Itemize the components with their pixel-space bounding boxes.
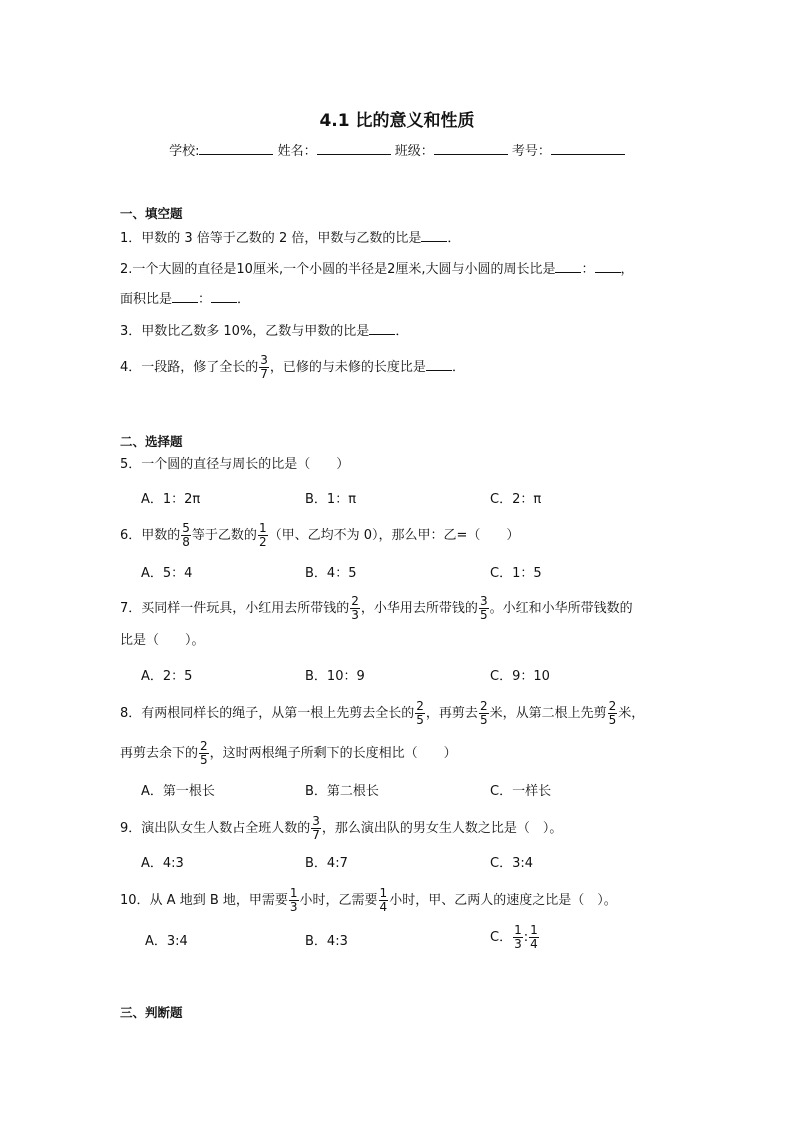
q10-option-c-label: C． xyxy=(490,930,513,945)
q4-fraction-num: 3 xyxy=(260,353,268,367)
q2-blank-3[interactable] xyxy=(172,290,198,303)
question-9 xyxy=(120,815,562,842)
q10-text-3: 小时，甲、乙两人的速度之比是（ ）。 xyxy=(389,893,617,908)
q7-option-a[interactable]: A．2：5 xyxy=(141,669,193,684)
q6-option-a[interactable]: A．5：4 xyxy=(141,566,193,581)
name-blank[interactable] xyxy=(317,140,391,155)
q10-c-f1-num: 1 xyxy=(514,923,522,937)
q2-blank-4[interactable] xyxy=(211,290,237,303)
question-2-line1 xyxy=(120,260,634,280)
q6-f1-num: 5 xyxy=(182,521,190,535)
q7-fraction-2 xyxy=(479,595,489,622)
q8-fraction-1 xyxy=(415,700,425,727)
q6-fraction-1 xyxy=(181,522,191,549)
question-7-line2: 比是（ ）。 xyxy=(120,633,205,648)
question-3 xyxy=(120,322,408,342)
q9-fraction-num: 3 xyxy=(312,814,320,828)
q7-text-2: ，小华用去所带钱的 xyxy=(360,601,478,616)
question-8-line2 xyxy=(120,740,457,767)
exam-no-label: 考号： xyxy=(511,144,551,159)
q5-option-a[interactable]: A．1：2π xyxy=(141,492,201,507)
q8-f2-den: 5 xyxy=(479,713,488,727)
q6-option-c[interactable]: C．1：5 xyxy=(490,566,542,581)
section-fill-blank: 一、填空题 xyxy=(120,206,183,221)
q10-f1-num: 1 xyxy=(289,886,298,900)
q2-text: 2.一个大圆的直径是10厘米,一个小圆的半径是2厘米,大圆与小圆的周长比是 xyxy=(120,262,556,277)
q10-fraction-1 xyxy=(289,887,299,914)
q2-colon-1: ： xyxy=(581,262,595,277)
q4-fraction-den: 7 xyxy=(260,367,268,381)
q5-option-b[interactable]: B．1：π xyxy=(305,492,357,507)
q10-fraction-2 xyxy=(379,887,389,914)
q8-f4-num: 2 xyxy=(200,739,208,753)
q8-text-4: 米， xyxy=(618,706,645,721)
question-10 xyxy=(120,887,617,914)
q8-f1-den: 5 xyxy=(416,713,424,727)
q10-c-fraction-2 xyxy=(529,924,539,951)
q9-fraction xyxy=(311,815,321,842)
class-blank[interactable] xyxy=(434,140,508,155)
question-1 xyxy=(120,229,460,249)
q8-option-c[interactable]: C．一样长 xyxy=(490,784,552,799)
q10-text-2: 小时，乙需要 xyxy=(299,893,378,908)
q10-option-a[interactable]: A．3:4 xyxy=(145,934,188,949)
section-multiple-choice: 二、选择题 xyxy=(120,434,183,449)
q8-f3-num: 2 xyxy=(608,699,617,713)
q4-fraction xyxy=(259,354,269,381)
section-true-false: 三、判断题 xyxy=(120,1005,183,1020)
q10-option-b[interactable]: B．4:3 xyxy=(305,934,348,949)
q10-text: 10．从 A 地到 B 地，甲需要 xyxy=(120,893,288,908)
q8-f2-num: 2 xyxy=(479,699,488,713)
exam-no-blank[interactable] xyxy=(551,140,625,155)
question-5: 5．一个圆的直径与周长的比是（ ） xyxy=(120,457,350,472)
q7-option-c[interactable]: C．9：10 xyxy=(490,669,550,684)
q6-option-b[interactable]: B．4：5 xyxy=(305,566,357,581)
q8-fraction-2 xyxy=(479,700,489,727)
student-info-line xyxy=(0,140,794,159)
question-6 xyxy=(120,522,519,549)
q9-option-b[interactable]: B．4:7 xyxy=(305,856,348,871)
q4-text-2: ，已修的与未修的长度比是 xyxy=(269,360,426,375)
q8-fraction-3 xyxy=(608,700,618,727)
q4-text: 4．一段路，修了全长的 xyxy=(120,360,259,375)
q4-end: ． xyxy=(451,360,465,375)
q6-fraction-2 xyxy=(258,522,268,549)
q10-c-fraction-1 xyxy=(513,924,523,951)
q10-c-f1-den: 3 xyxy=(514,937,522,951)
q1-text: 1．甲数的 3 倍等于乙数的 2 倍，甲数与乙数的比是 xyxy=(120,231,422,246)
q8-text: 8．有两根同样长的绳子，从第一根上先剪去全长的 xyxy=(120,706,415,721)
school-label: 学校: xyxy=(169,144,200,159)
q8-f4-den: 5 xyxy=(200,753,208,767)
q2-blank-1[interactable] xyxy=(555,260,581,273)
q3-text: 3．甲数比乙数多 10%，乙数与甲数的比是 xyxy=(120,324,370,339)
q7-fraction-1 xyxy=(350,595,360,622)
q8-text-3: 米，从第二根上先剪 xyxy=(489,706,607,721)
q2-text-2: 面积比是 xyxy=(120,292,173,307)
q9-text-2: ，那么演出队的男女生人数之比是（ ）。 xyxy=(321,821,563,836)
question-2-line2 xyxy=(120,290,250,310)
q8-option-a[interactable]: A．第一根长 xyxy=(141,784,215,799)
q3-blank[interactable] xyxy=(369,322,395,335)
q6-text: 6．甲数的 xyxy=(120,528,181,543)
q8-text-2: ，再剪去 xyxy=(425,706,478,721)
question-4 xyxy=(120,354,465,381)
q7-text: 7．买同样一件玩具，小红用去所带钱的 xyxy=(120,601,350,616)
school-blank[interactable] xyxy=(199,140,273,155)
q6-f1-den: 8 xyxy=(182,535,190,549)
q8-f3-den: 5 xyxy=(608,713,617,727)
q6-f2-den: 2 xyxy=(258,535,267,549)
q10-f2-den: 4 xyxy=(379,900,388,914)
q7-f1-num: 2 xyxy=(351,594,359,608)
q9-fraction-den: 7 xyxy=(312,828,320,842)
q8-fraction-4 xyxy=(199,740,209,767)
q8-option-b[interactable]: B．第二根长 xyxy=(305,784,379,799)
q2-comma: ， xyxy=(620,262,634,277)
q2-end: ． xyxy=(237,292,251,307)
q8-f1-num: 2 xyxy=(416,699,424,713)
question-7-line1 xyxy=(120,595,633,622)
q3-end: ． xyxy=(395,324,409,339)
q10-f2-num: 1 xyxy=(379,886,388,900)
q10-option-c[interactable] xyxy=(490,924,540,951)
q10-c-f2-num: 1 xyxy=(530,923,538,937)
q5-option-c[interactable]: C．2：π xyxy=(490,492,542,507)
q7-option-b[interactable]: B．10：9 xyxy=(305,669,365,684)
q7-f1-den: 3 xyxy=(351,608,359,622)
class-label: 班级： xyxy=(394,144,434,159)
q1-blank[interactable] xyxy=(421,229,447,242)
q6-f2-num: 1 xyxy=(258,521,267,535)
q2-colon-2: ： xyxy=(198,292,212,307)
q8-text-5: 再剪去余下的 xyxy=(120,746,199,761)
q6-text-2: 等于乙数的 xyxy=(191,528,257,543)
q6-text-3: （甲、乙均不为 0），那么甲：乙=（ ） xyxy=(268,528,520,543)
question-8-line1 xyxy=(120,700,644,727)
q9-option-a[interactable]: A．4:3 xyxy=(141,856,184,871)
q7-f2-den: 5 xyxy=(479,608,488,622)
q8-text-6: ，这时两根绳子所剩下的长度相比（ ） xyxy=(209,746,457,761)
q4-blank[interactable] xyxy=(426,358,452,371)
q2-blank-2[interactable] xyxy=(595,260,621,273)
q9-option-c[interactable]: C．3:4 xyxy=(490,856,533,871)
page-title: 4.1 比的意义和性质 xyxy=(319,111,475,131)
q9-text: 9．演出队女生人数占全班人数的 xyxy=(120,821,311,836)
q1-end: ． xyxy=(447,231,461,246)
q10-c-f2-den: 4 xyxy=(530,937,538,951)
name-label: 姓名： xyxy=(277,144,317,159)
q7-text-3: 。小红和小华所带钱数的 xyxy=(489,601,633,616)
q7-f2-num: 3 xyxy=(479,594,488,608)
q10-f1-den: 3 xyxy=(289,900,298,914)
q10-c-colon: : xyxy=(523,930,529,945)
